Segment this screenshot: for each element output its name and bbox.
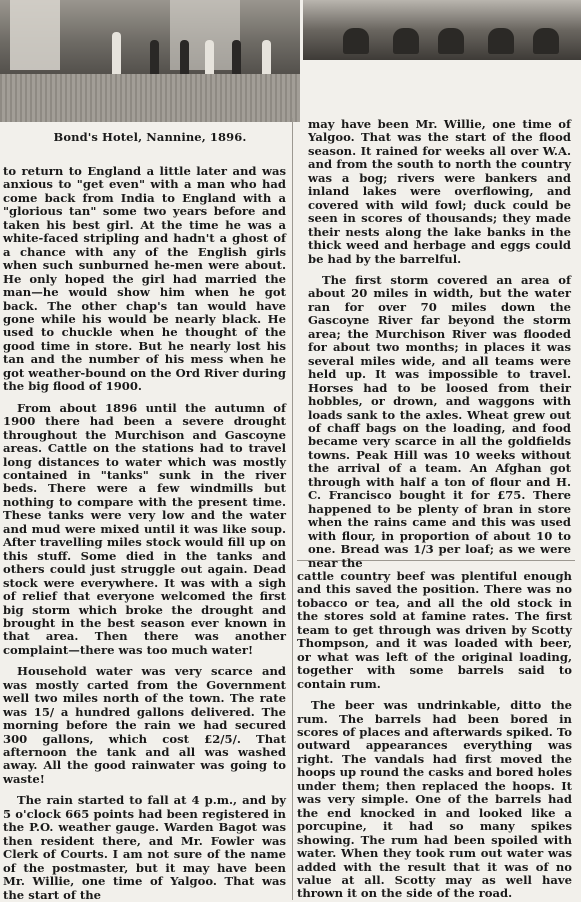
paragraph: From about 1896 until the autumn of 1900 there had been a severe drought throughout the Murchison and Gascoyne areas. Cattle on the stations had to travel long distances to water which was mostly contained in "tanks" sunk in the river beds. There were a few windmills but nothing to compare with the present time. These tanks were very low and the water and mud were mixed until it was like soup. After travelling miles stock would fill up on this stuff. Some died in the tanks and others could just struggle out again. Dead stock were everywhere. It was with a sigh of relief that everyone welcomed the first big storm which broke the drought and brought in the best season ever known in that area. Then there was another complaint—there was too much water! bbox=[3, 400, 286, 657]
photo-building-1 bbox=[10, 0, 60, 70]
paragraph: may have been Mr. Willie, one time of Yalgoo. That was the start of the flood season. It rained for weeks all over W.A. and from the south to north the country was a bog; rivers were bankers and inland lakes were overflowing, and covered with wild fowl; duck could be seen in scores of thousands; they made their nests along the lake banks in the thick weed and herbage and eggs could be had by the barrelful. bbox=[308, 117, 571, 266]
photo-horse bbox=[533, 28, 559, 54]
adjacent-photo bbox=[303, 0, 581, 60]
paragraph: The beer was undrinkable, ditto the rum. The barrels had been bored in scores of places and afterwards spiked. To outward appearances everything was right. The vandals had first moved the hoops up round the casks and bored holes under them; then replaced the hoops. It was very simple. One of the barrels had the end knocked in and looked like a porcupine, it had so many spikes showing. The rum had been spoiled with water. When they took rum out water was added with the result that it was of no value at all. Scotty may as well have thrown it on the side of the road. bbox=[297, 698, 572, 901]
hotel-photo bbox=[0, 0, 300, 122]
right-top-column bbox=[308, 117, 571, 570]
photo-horse bbox=[488, 28, 514, 54]
column-divider bbox=[292, 118, 293, 900]
paragraph: Household water was very scarce and was mostly carted from the Government well two miles north of the town. The rate was 15/ a hundred gallons delivered. The morning before the rain we had secured 300 gallons, which cost £2/5/. That afternoon the tank and all was washed away. All the good rainwater was going to waste! bbox=[3, 664, 286, 786]
right-bottom-column bbox=[297, 570, 572, 900]
paragraph: The rain started to fall at 4 p.m., and by 5 o'clock 665 points had been registered in the P.O. weather gauge. Warden Bagot was then resident there, and Mr. Fowler was Clerk of Courts. I am not sure of the name of the postmaster, but it may have been Mr. Willie, one time of Yalgoo. That was the start of the bbox=[3, 793, 286, 902]
paragraph: The first storm covered an area of about 20 miles in width, but the water ran for over 70 miles down the Gascoyne River far beyond the storm area; the Murchison River was flooded for about two months; in places it was several miles wide, and all teams were held up. It was impossible to travel. Horses had to be loosed from their hobbles, or drown, and waggons with loads sank to the axles. Wheat grew out of chaff bags on the loading, and food became very scarce in all the goldfields towns. Peak Hill was 10 weeks without the arrival of a team. An Afghan got through with half a ton of flour and H. C. Francisco bought it for £75. There happened to be plenty of bran in store when the rains came and this was used with flour, in proportion of about 10 to one. Bread was 1/3 per loaf; as we were near the bbox=[308, 272, 571, 570]
photo-horse bbox=[438, 28, 464, 54]
photo-horse bbox=[343, 28, 369, 54]
photo-ground bbox=[0, 74, 300, 122]
photo-caption: Bond's Hotel, Nannine, 1896. bbox=[53, 130, 247, 144]
paragraph: to return to England a little later and was anxious to "get even" with a man who had come back from India to England with a "glorious tan" some two years before and taken his best girl. At the time he was a white-faced stripling and hadn't a ghost of a chance with any of the English girls when such sunburned he-men were about. He only hoped the girl had married the man—he would show him when he got back. The other chap's tan would have gone while his would be nearly black. He used to chuckle when he thought of the good time in store. But he nearly lost his tan and the number of his mess when he got weather-bound on the Ord River during the big flood of 1900. bbox=[3, 164, 286, 394]
photo-horse bbox=[393, 28, 419, 54]
paragraph: cattle country beef was plentiful enough and this saved the position. There was no tobacco or tea, and all the old stock in the stores sold at famine rates. The first team to get through was driven by Scotty Thompson, and it was loaded with beer, or what was left of the original loading, together with some barrels said to contain rum. bbox=[297, 569, 572, 691]
left-column bbox=[3, 165, 286, 900]
